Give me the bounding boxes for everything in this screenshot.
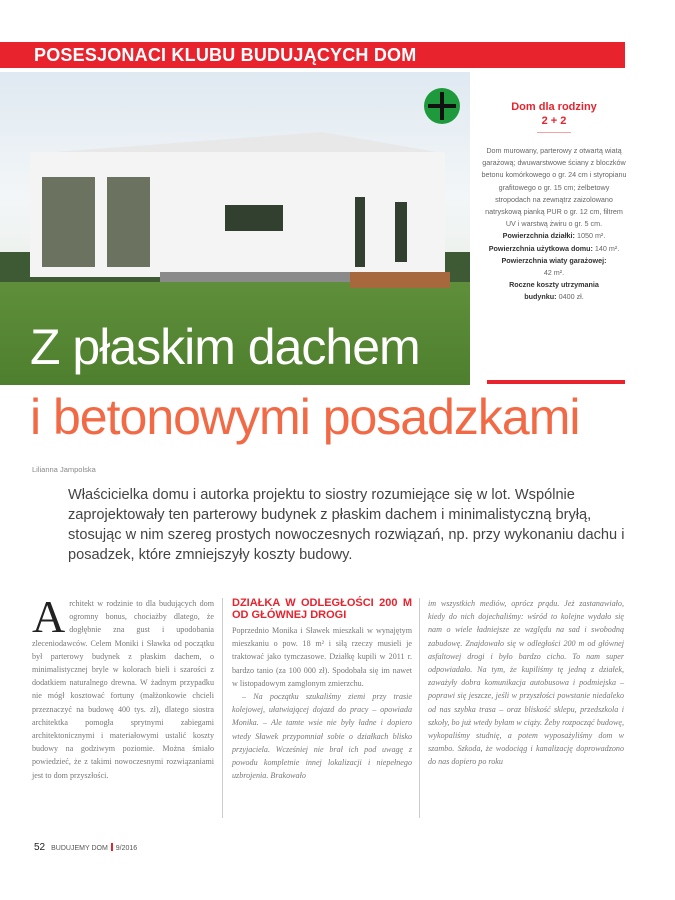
- footer-separator: [111, 843, 113, 851]
- sidebar-fact: Powierzchnia użytkowa domu: 140 m².: [488, 243, 620, 253]
- plus-badge-icon: [424, 88, 460, 124]
- page-number: 52: [34, 842, 46, 853]
- sidebar-fact: Powierzchnia działki: 1050 m².: [502, 231, 606, 241]
- subheading: DZIAŁKA W ODLEGŁOŚCI 200 M OD GŁÓWNEJ DROGI: [232, 597, 412, 621]
- title-divider: [487, 380, 625, 384]
- lead-paragraph: Właścicielka domu i autorka projektu to siostry rozumiejące się w lot. Wspólnie zaprojektowały ten parterowy budynek z płaskim dachem i minimalistyczną bryłą, stosując w nim szereg prostych nowoczesnych rozwiązań, np. przy wykonaniu dachu i posadzek, które zmniejszyły koszty budowy.: [68, 487, 625, 563]
- photo-house-roof: [28, 132, 448, 154]
- article-column-1: [32, 591, 214, 782]
- column-text: – Na początku szukaliśmy ziemi przy trasie kolejowej, ułatwiającej dojazd do pracy – opowiada Monika. – Ale tamte wsie nie były ładne i dopiero wtedy Sławek przypomniał sobie o działkach blisko przyjaciela. Wcześniej nie brał ich pod uwagę z powodu kompletnie innej lokalizacji i niepełnego uzbrojenia. Brakowało: [232, 692, 412, 781]
- drop-cap: A: [32, 591, 66, 642]
- article-column-2: [232, 597, 412, 782]
- photo-carport: [30, 177, 155, 267]
- issue-number: 9/2016: [115, 845, 138, 852]
- author-byline: Lilianna Jampolska: [32, 465, 96, 474]
- page-footer: [34, 842, 137, 853]
- photo-window: [395, 202, 407, 262]
- section-banner: POSESJONACI KLUBU BUDUJĄCYCH DOM: [0, 42, 625, 68]
- photo-pillar: [30, 177, 42, 277]
- sidebar-description: Dom murowany, parterowy z otwartą wiatą garażową; dwuwarstwowe ściany z bloczków betonu komórkowego o gr. 24 cm i styropianu grafitowego o gr. 15 cm; żelbetowy stropodach na zewnątrz zaizolowano natryskową pianką PUR o gr. 12 cm, filtrem UV i warstwą żwiru o gr. 5 cm.: [481, 146, 627, 229]
- column-text: rchitekt w rodzinie to dla budujących dom ogromny bonus, chociażby dlatego, że dogłębnie zna gust i upodobania zleceniodawców. Celem Moniki i Sławka od początku był parterowy budynek z płaskim dachem, o minimalistycznej bryle w kolorach bieli i szarości z dodatkiem naturalnego drewna. W żadnym przypadku nie mógł kosztować fortuny (małżonkowie chcieli przeznaczyć na budowę 400 tys. zł), dlatego siostra architektka pomogła sprytnymi zabiegami architektonicznymi i materiałowymi ustalić koszty budowy na godziwym poziomie. Można śmiało powiedzieć, że z takimi nowoczesnymi rozwiązaniami jest to dom przyszłości.: [32, 599, 214, 780]
- photo-window: [355, 197, 365, 267]
- sidebar-heading-line-1: Dom dla rodziny: [511, 101, 597, 113]
- column-divider: [419, 598, 420, 818]
- photo-deck: [350, 272, 450, 288]
- column-text: Poprzednio Monika i Sławek mieszkali w wynajętym mieszkaniu o pow. 18 m² i siłą rzeczy musieli je traktować jako tymczasowe. Działkę kupili w 2011 r. bardzo tanio (za 100 000 zł). Spodobała się im nawet w listopadowym zamglonym zmierzchu.: [232, 626, 412, 688]
- photo-pillar: [95, 177, 107, 277]
- column-divider: [222, 598, 223, 818]
- sidebar-heading: [480, 100, 628, 133]
- photo-window: [225, 205, 283, 231]
- column-text: im wszystkich mediów, oprócz prądu. Jeż zastanawiało, kiedy do nich dojechaliśmy: wśród to kolejne wydało się nam o wiele ładniejsze ze względu na sad i swobodną zabudowę. Znajdowało się w odległości 200 m od głównej asfaltowej drogi i było bardzo cicho. To nam super odpowiadało. Na tym, że kupiliśmy tę jedną z działek, zaważyły dobra komunikacja autobusowa i podmiejska – poprawi się jeszcze, jeśli w przyszłości powstanie niedaleko od nas szybka trasa – oraz bliskość sklepu, przedszkola i szkoły, bo już wtedy byłam w ciąży. Żeby rozpocząć budowę, wykopaliśmy studnię, a potem wyposażyliśmy dom w szambo. Szkoda, że wodociąg i kanalizację doprowadzono do nas dopiero po roku: [428, 599, 624, 767]
- title-line-2: i betonowymi posadzkami: [30, 389, 580, 445]
- sidebar-heading-line-2: 2 + 2: [541, 115, 567, 127]
- house-facts-sidebar: [480, 100, 628, 304]
- sidebar-fact: Powierzchnia wiaty garażowej: 42 m².: [501, 255, 607, 278]
- title-line-1: Z płaskim dachem: [30, 319, 420, 375]
- sidebar-fact: Roczne koszty utrzymania budynku: 0400 zł.: [509, 280, 599, 302]
- photo-pillar: [150, 177, 162, 277]
- article-column-3: [428, 597, 624, 769]
- magazine-name: BUDUJEMY DOM: [51, 845, 108, 852]
